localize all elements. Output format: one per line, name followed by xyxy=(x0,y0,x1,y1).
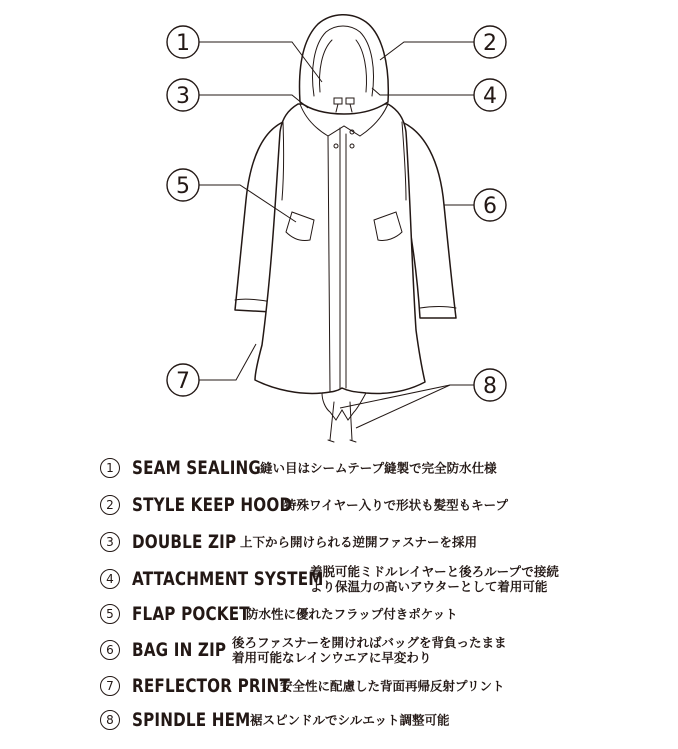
callout-7 xyxy=(167,364,199,396)
feature-description: 安全性に配慮した背面再帰反射プリント xyxy=(280,678,505,694)
feature-number: 1 xyxy=(100,458,120,478)
feature-flap-pocket xyxy=(100,598,670,630)
callout-8 xyxy=(474,369,506,401)
feature-name: SPINDLE HEM xyxy=(132,709,251,731)
feature-description: 防水性に優れたフラップ付きポケット xyxy=(246,606,458,622)
callout-2 xyxy=(474,26,506,58)
feature-description: 上下から開けられる逆開ファスナーを採用 xyxy=(240,534,478,550)
feature-number: 6 xyxy=(100,640,120,660)
feature-style-keep-hood xyxy=(100,489,670,521)
feature-list xyxy=(0,448,678,748)
feature-name: STYLE KEEP HOOD xyxy=(132,494,293,516)
feature-name: BAG IN ZIP xyxy=(132,639,227,661)
feature-number: 3 xyxy=(100,532,120,552)
feature-name: SEAM SEALING xyxy=(132,457,262,479)
feature-reflector-print xyxy=(100,670,670,702)
callout-3 xyxy=(167,79,199,111)
svg-text:2: 2 xyxy=(483,31,497,56)
feature-number: 8 xyxy=(100,710,120,730)
feature-name: REFLECTOR PRINT xyxy=(132,675,290,697)
feature-number: 7 xyxy=(100,676,120,696)
feature-number: 5 xyxy=(100,604,120,624)
callout-6 xyxy=(474,189,506,221)
svg-text:8: 8 xyxy=(483,374,497,399)
callout-5 xyxy=(167,169,199,201)
feature-bag-in-zip xyxy=(100,632,670,668)
feature-attachment-system xyxy=(100,561,670,597)
svg-text:4: 4 xyxy=(483,84,497,109)
feature-description: 裾スピンドルでシルエット調整可能 xyxy=(250,712,450,728)
feature-description: 縫い目はシームテープ縫製で完全防水仕様 xyxy=(260,460,497,476)
feature-name: ATTACHMENT SYSTEM xyxy=(132,568,324,590)
feature-spindle-hem xyxy=(100,704,670,736)
feature-double-zip xyxy=(100,526,670,558)
feature-description: 着脱可能ミドルレイヤーと後ろループで接続 より保温力の高いアウターとして着用可能 xyxy=(310,564,559,594)
svg-text:6: 6 xyxy=(483,194,497,219)
svg-text:5: 5 xyxy=(176,174,190,199)
svg-text:3: 3 xyxy=(176,84,190,109)
feature-number: 2 xyxy=(100,495,120,515)
feature-number: 4 xyxy=(100,569,120,589)
callout-4 xyxy=(474,79,506,111)
feature-description: 特殊ワイヤー入りで形状も髪型もキープ xyxy=(284,497,509,513)
callout-1 xyxy=(167,26,199,58)
feature-seam-sealing xyxy=(100,452,670,484)
feature-description: 後ろファスナーを開ければバッグを背負ったまま 着用可能なレインウエアに早変わり xyxy=(232,635,507,665)
feature-name: DOUBLE ZIP xyxy=(132,531,237,553)
svg-text:7: 7 xyxy=(176,369,190,394)
feature-name: FLAP POCKET xyxy=(132,603,250,625)
svg-text:1: 1 xyxy=(176,31,190,56)
coat-illustration xyxy=(235,15,456,442)
